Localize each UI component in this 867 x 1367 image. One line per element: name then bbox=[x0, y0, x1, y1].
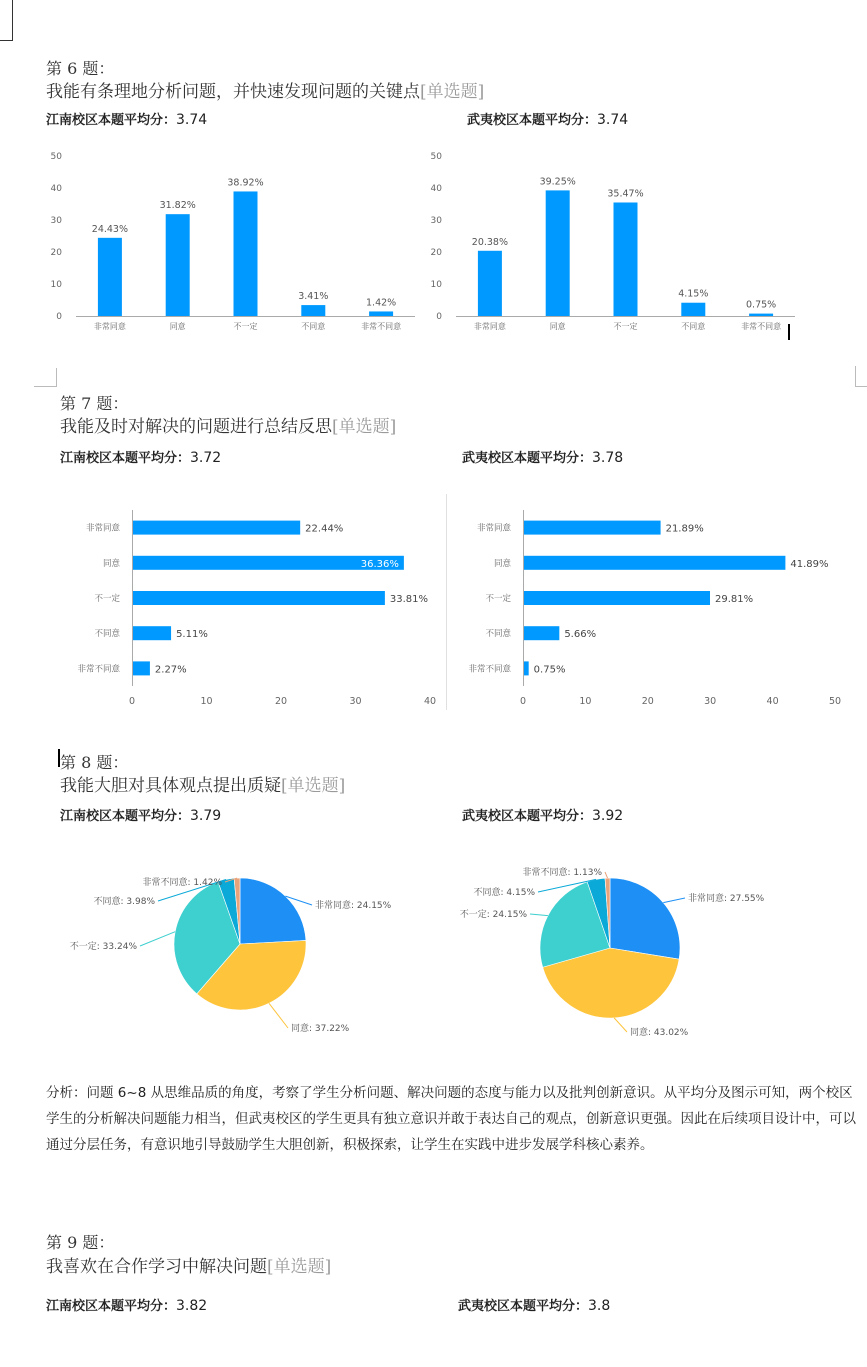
q6-number: 第 6 题： bbox=[46, 59, 115, 78]
q8-question-type: [单选题] bbox=[281, 776, 346, 796]
pie-slice bbox=[240, 878, 306, 944]
average-value: 3.72 bbox=[190, 450, 222, 466]
q6-wuyi-average bbox=[467, 109, 628, 128]
pie-slice bbox=[610, 878, 680, 959]
average-label: 武夷校区本题平均分： bbox=[462, 451, 593, 466]
x-tick-label: 不同意 bbox=[301, 322, 326, 331]
x-tick-label: 同意 bbox=[549, 322, 566, 331]
slice-label: 非常不同意: 1.42% bbox=[142, 878, 222, 888]
leader-line bbox=[269, 1003, 288, 1028]
y-tick-label: 10 bbox=[50, 280, 62, 290]
x-tick-label: 0 bbox=[128, 696, 136, 707]
y-tick-label: 20 bbox=[50, 248, 62, 258]
q9-title-text: 我喜欢在合作学习中解决问题 bbox=[46, 1257, 267, 1277]
y-tick-label: 0 bbox=[436, 312, 442, 322]
leader-line bbox=[530, 914, 548, 916]
y-tick-label: 同意 bbox=[102, 558, 120, 569]
y-tick-label: 30 bbox=[430, 216, 442, 226]
q7-title bbox=[60, 412, 396, 437]
average-label: 武夷校区本题平均分： bbox=[458, 1299, 589, 1314]
x-tick-label: 30 bbox=[349, 696, 362, 707]
data-label: 22.44% bbox=[305, 523, 344, 535]
x-tick-label: 不一定 bbox=[613, 322, 638, 331]
bar bbox=[166, 214, 190, 316]
q8-jiangnan-pie-chart bbox=[40, 860, 440, 1050]
slice-label: 不一定: 24.15% bbox=[459, 910, 527, 920]
slice-label: 非常同意: 24.15% bbox=[315, 901, 392, 911]
x-tick-label: 20 bbox=[274, 696, 288, 707]
data-label: 38.92% bbox=[227, 177, 264, 189]
x-tick-label: 0 bbox=[519, 696, 527, 707]
x-tick-label: 非常同意 bbox=[473, 322, 506, 331]
data-label: 39.25% bbox=[539, 176, 576, 188]
slice-label: 不同意: 3.98% bbox=[93, 897, 155, 907]
x-tick-label: 10 bbox=[200, 696, 213, 707]
bar bbox=[524, 556, 785, 570]
q6-jiangnan-average bbox=[46, 109, 207, 128]
bar bbox=[524, 626, 559, 640]
bar bbox=[301, 305, 325, 316]
bar bbox=[749, 314, 773, 316]
slice-label: 非常不同意: 1.13% bbox=[522, 868, 602, 878]
average-value: 3.79 bbox=[190, 808, 222, 824]
x-tick-label: 不一定 bbox=[233, 322, 258, 331]
q9-number: 第 9 题： bbox=[46, 1233, 115, 1252]
y-tick-label: 不一定 bbox=[94, 594, 120, 604]
bar bbox=[614, 202, 638, 316]
average-label: 江南校区本题平均分： bbox=[46, 1299, 177, 1314]
y-tick-label: 10 bbox=[430, 280, 442, 290]
average-value: 3.74 bbox=[597, 112, 629, 128]
q7-title-text: 我能及时对解决的问题进行总结反思 bbox=[60, 417, 332, 437]
data-label: 3.41% bbox=[298, 291, 329, 303]
q6-title bbox=[46, 77, 484, 102]
y-tick-label: 非常同意 bbox=[85, 523, 120, 534]
slice-label: 非常同意: 27.55% bbox=[688, 894, 765, 904]
chart-divider bbox=[446, 494, 447, 710]
bar bbox=[478, 251, 502, 316]
data-label: 33.81% bbox=[389, 594, 429, 605]
average-label: 武夷校区本题平均分： bbox=[467, 113, 598, 128]
q7-jiangnan-average bbox=[60, 447, 221, 466]
x-tick-label: 不同意 bbox=[681, 322, 706, 331]
slice-label: 同意: 43.02% bbox=[630, 1028, 689, 1038]
y-tick-label: 不一定 bbox=[485, 594, 511, 604]
leader-line bbox=[605, 872, 608, 878]
average-value: 3.78 bbox=[592, 450, 624, 466]
data-label: 2.27% bbox=[154, 664, 187, 676]
y-tick-label: 20 bbox=[430, 248, 442, 258]
x-tick-label: 非常同意 bbox=[93, 322, 126, 331]
data-label: 41.89% bbox=[790, 558, 829, 570]
y-tick-label: 0 bbox=[56, 312, 62, 322]
q6-title-text: 我能有条理地分析问题，并快速发现问题的关键点 bbox=[46, 82, 420, 102]
q6-jiangnan-bar-chart bbox=[40, 148, 430, 340]
bar bbox=[98, 238, 122, 316]
leader-line bbox=[663, 898, 685, 903]
y-tick-label: 30 bbox=[50, 216, 62, 226]
q9-jiangnan-average bbox=[46, 1295, 207, 1314]
data-label: 20.38% bbox=[471, 236, 509, 248]
q6-wuyi-bar-chart bbox=[420, 148, 810, 340]
x-tick-label: 非常不同意 bbox=[361, 322, 402, 331]
x-tick-label: 非常不同意 bbox=[741, 322, 782, 331]
x-tick-label: 40 bbox=[423, 696, 437, 707]
data-label: 4.15% bbox=[678, 288, 709, 300]
data-label: 5.11% bbox=[176, 629, 208, 641]
data-label: 36.36% bbox=[360, 558, 399, 570]
data-label: 21.89% bbox=[665, 523, 704, 535]
average-value: 3.82 bbox=[176, 1298, 208, 1314]
q7-wuyi-average bbox=[462, 447, 623, 466]
y-tick-label: 同意 bbox=[493, 558, 511, 569]
bar bbox=[133, 591, 385, 605]
leader-line bbox=[614, 1018, 627, 1032]
q6-question-type: [单选题] bbox=[420, 82, 485, 102]
bar bbox=[133, 521, 300, 535]
slice-label: 不一定: 33.24% bbox=[69, 942, 137, 952]
data-label: 0.75% bbox=[746, 299, 777, 311]
bar bbox=[524, 591, 710, 605]
data-label: 0.75% bbox=[533, 664, 566, 676]
q7-number: 第 7 题： bbox=[60, 394, 129, 413]
analysis-paragraph: 分析：问题 6~8 从思维品质的角度，考察了学生分析问题、解决问题的态度与能力以及批判创新意识。从平均分及图示可知，两个校区学生的分析解决问题能力相当，但武夷校区的学生更具有独立意识并敢于表达自己的观点，创新意识更强。因此在后续项目设计中，可以通过分层任务，有意识地引导鼓励学生大胆创新，积极探索，让学生在实践中进步发展学科核心素养。 bbox=[46, 1085, 856, 1153]
bar bbox=[524, 661, 529, 675]
page-corner-mark bbox=[34, 368, 57, 387]
bar bbox=[546, 190, 570, 316]
leader-line bbox=[140, 932, 175, 946]
slice-label: 同意: 37.22% bbox=[291, 1024, 350, 1034]
average-value: 3.92 bbox=[592, 808, 624, 824]
average-value: 3.74 bbox=[176, 112, 208, 128]
q7-question-type: [单选题] bbox=[332, 417, 397, 437]
average-label: 江南校区本题平均分： bbox=[46, 113, 177, 128]
average-label: 武夷校区本题平均分： bbox=[462, 809, 593, 824]
data-label: 5.66% bbox=[564, 629, 597, 641]
x-tick-label: 20 bbox=[641, 696, 654, 707]
q8-title-text: 我能大胆对具体观点提出质疑 bbox=[60, 776, 281, 796]
x-tick-label: 40 bbox=[766, 696, 779, 707]
q7-jiangnan-bar-chart bbox=[50, 500, 445, 715]
y-tick-label: 非常同意 bbox=[476, 523, 511, 534]
bar bbox=[133, 626, 171, 640]
x-tick-label: 50 bbox=[828, 696, 842, 707]
slice-label: 不同意: 4.15% bbox=[473, 888, 535, 898]
x-tick-label: 30 bbox=[704, 696, 717, 707]
data-label: 35.47% bbox=[607, 188, 644, 200]
y-tick-label: 不同意 bbox=[94, 629, 120, 640]
y-tick-label: 40 bbox=[430, 184, 442, 194]
q9-question-type: [单选题] bbox=[267, 1257, 332, 1277]
average-value: 3.8 bbox=[588, 1298, 611, 1314]
q8-wuyi-pie-chart bbox=[430, 852, 850, 1052]
data-label: 29.81% bbox=[715, 594, 754, 605]
y-tick-label: 非常不同意 bbox=[77, 664, 120, 675]
x-tick-label: 10 bbox=[579, 696, 592, 707]
y-tick-label: 40 bbox=[50, 184, 62, 194]
page-corner-mark bbox=[855, 366, 867, 387]
average-label: 江南校区本题平均分： bbox=[60, 451, 191, 466]
bar bbox=[524, 521, 661, 535]
bar bbox=[681, 303, 705, 316]
bar bbox=[234, 191, 258, 316]
q8-number: 第 8 题： bbox=[60, 753, 129, 772]
q8-wuyi-average bbox=[462, 805, 623, 824]
q8-title bbox=[60, 771, 345, 796]
q8-jiangnan-average bbox=[60, 805, 221, 824]
y-tick-label: 不同意 bbox=[485, 629, 511, 640]
y-tick-label: 50 bbox=[430, 152, 442, 162]
q9-wuyi-average bbox=[458, 1295, 610, 1314]
q7-wuyi-bar-chart bbox=[448, 500, 858, 715]
average-label: 江南校区本题平均分： bbox=[60, 809, 191, 824]
bar bbox=[133, 661, 150, 675]
data-label: 31.82% bbox=[159, 200, 196, 212]
bar bbox=[369, 311, 393, 316]
y-tick-label: 50 bbox=[50, 152, 62, 162]
data-label: 24.43% bbox=[91, 223, 129, 235]
q9-title bbox=[46, 1252, 331, 1277]
y-tick-label: 非常不同意 bbox=[468, 664, 511, 675]
page-corner-mark bbox=[0, 0, 13, 41]
data-label: 1.42% bbox=[366, 297, 397, 309]
x-tick-label: 同意 bbox=[169, 322, 186, 331]
